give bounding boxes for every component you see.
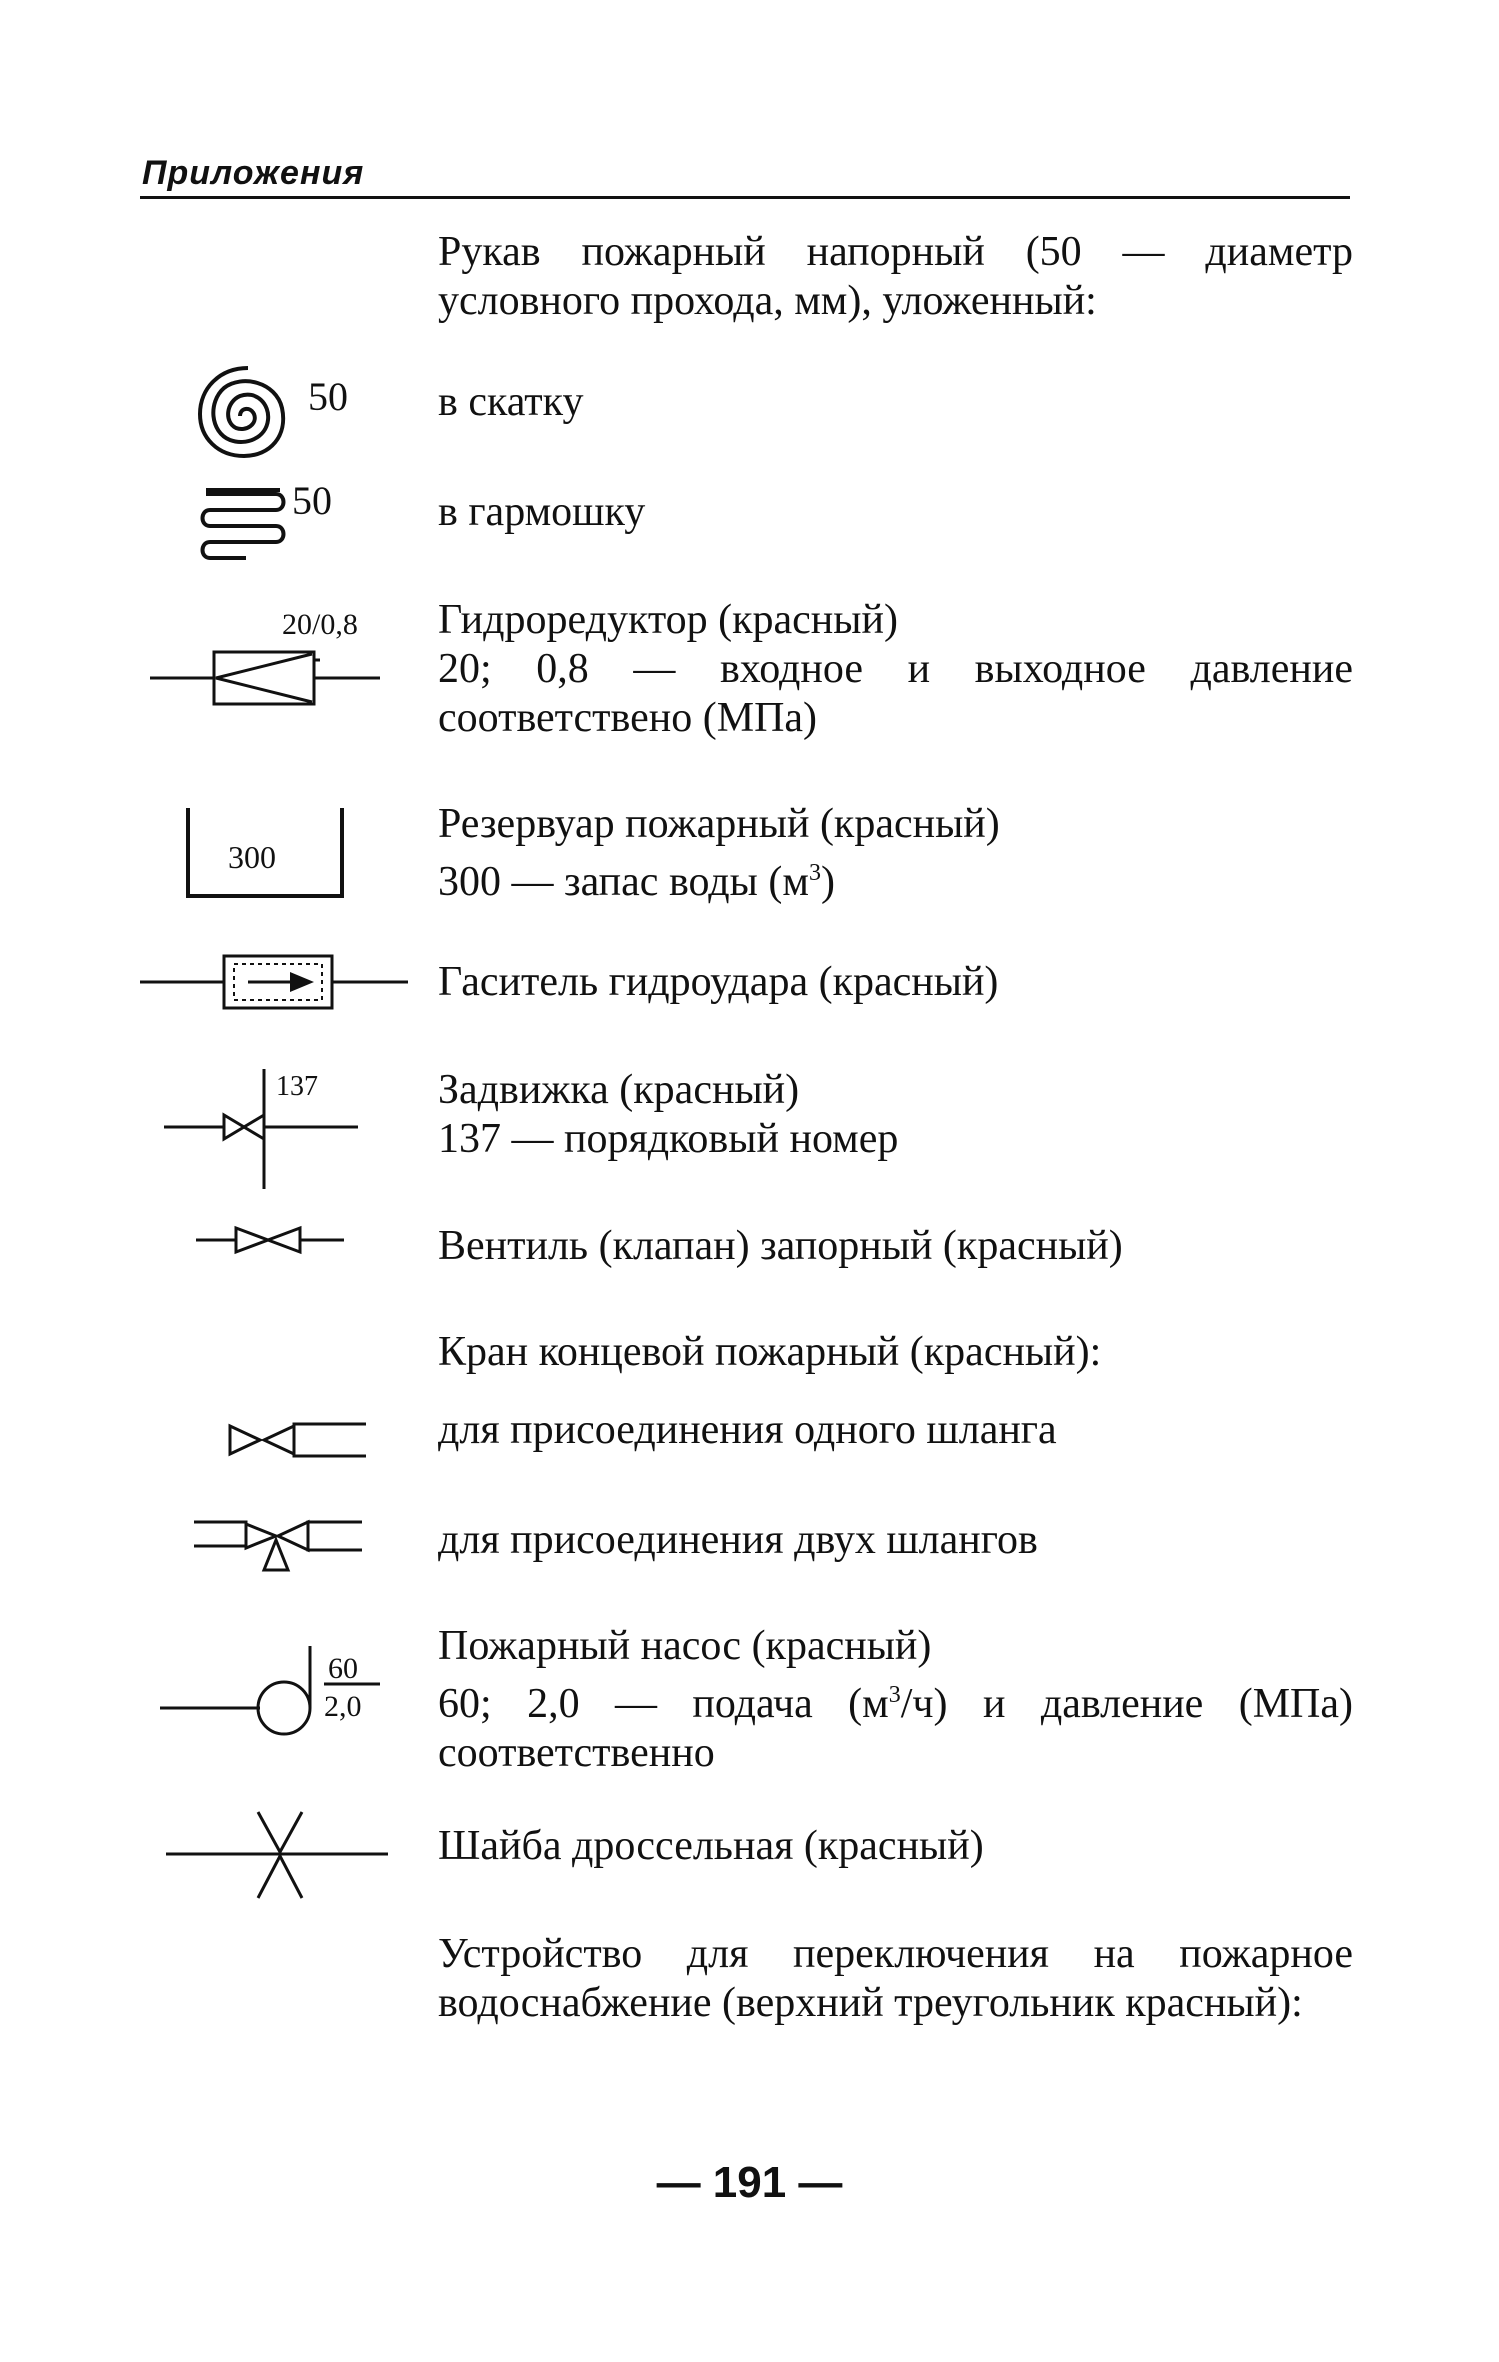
hose-accordion-icon — [198, 470, 358, 570]
hose-roll-label: 50 — [308, 374, 348, 419]
header-title: Приложения — [142, 154, 365, 192]
reducer-line2: 20; 0,8 — входное и выходное давление соответствено (МПа) — [438, 646, 1353, 741]
reservoir-label: 300 — [228, 839, 276, 875]
pump-icon — [160, 1640, 390, 1760]
page-number: — 191 — — [656, 2158, 843, 2207]
hose-accordion-label: 50 — [292, 478, 332, 523]
pump-line2: 60; 2,0 — подача $(м^3/ч)$ и давление (МПа) соответственно — [438, 1681, 1354, 1776]
end-valve-one-text: для присоединения одного шланга — [438, 1407, 1057, 1453]
hose-roll-text: в скатку — [438, 379, 584, 425]
end-valve-two-text: для присоединения двух шлангов — [438, 1517, 1038, 1563]
end-valve-one-icon — [226, 1418, 376, 1462]
gate-valve-line2: 137 — порядковый номер — [438, 1116, 899, 1162]
gate-valve-line1: Задвижка (красный) — [438, 1067, 800, 1113]
reducer-line1: Гидроредуктор (красный) — [438, 597, 898, 643]
gate-valve-label: 137 — [276, 1071, 318, 1102]
shutoff-valve-icon — [196, 1220, 356, 1260]
running-header — [140, 148, 1350, 199]
hose-intro-text: Рукав пожарный напорный (50 — диаметр условного прохода, мм), уложенный: — [438, 229, 1353, 324]
hose-accordion-text: в гармошку — [438, 489, 646, 535]
reducer-label: 20/0,8 — [282, 608, 358, 641]
reducer-icon — [150, 600, 390, 720]
throttle-washer-icon — [166, 1808, 396, 1908]
reservoir-icon — [184, 808, 354, 908]
reservoir-line1: Резервуар пожарный (красный) — [438, 801, 1000, 847]
pump-label-bottom: 2,0 — [324, 1690, 362, 1723]
pump-line1: Пожарный насос (красный) — [438, 1623, 932, 1669]
throttle-washer-text: Шайба дроссельная (красный) — [438, 1823, 984, 1869]
switch-device-text: Устройство для переключения на пожарное водоснабжение (верхний треугольник красный): — [438, 1931, 1353, 2026]
shutoff-valve-text: Вентиль (клапан) запорный (красный) — [438, 1223, 1123, 1269]
damper-icon — [140, 948, 410, 1018]
end-valve-intro: Кран концевой пожарный (красный): — [438, 1329, 1102, 1375]
hose-roll-icon — [190, 358, 390, 468]
gate-valve-icon — [164, 1065, 364, 1195]
reservoir-line2: 300 — запас воды $(м^3)$ — [438, 859, 835, 905]
pump-label-top: 60 — [328, 1652, 358, 1685]
end-valve-two-icon — [190, 1516, 370, 1586]
damper-text: Гаситель гидроудара (красный) — [438, 959, 999, 1005]
